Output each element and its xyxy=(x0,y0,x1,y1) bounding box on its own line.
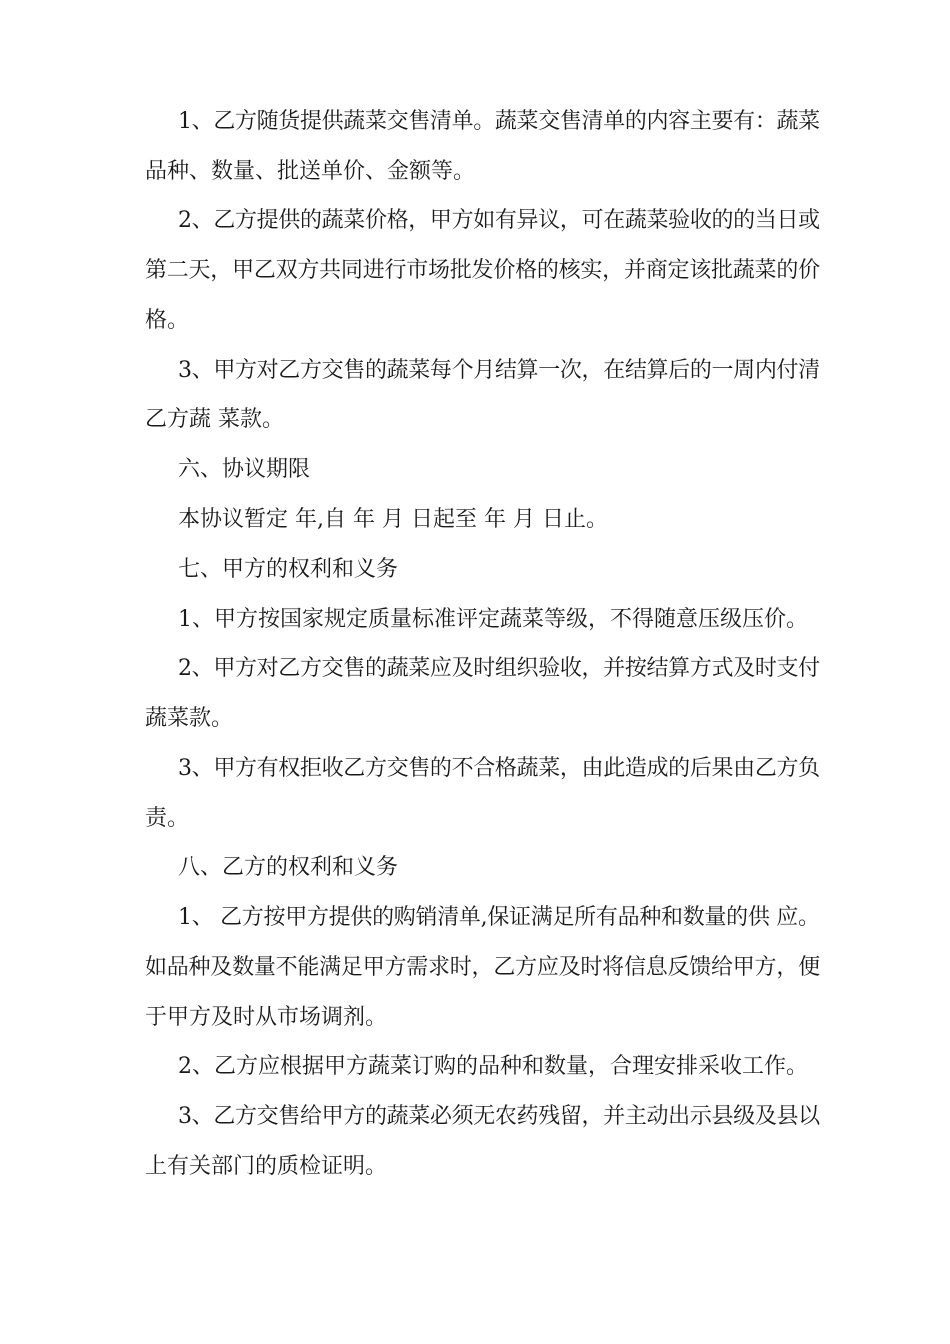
text-line: 责。 xyxy=(145,806,190,831)
text-line: 如品种及数量不能满足甲方需求时，乙方应及时将信息反馈给甲方，便 xyxy=(145,955,820,980)
text-line: 上有关部门的质检证明。 xyxy=(145,1154,388,1179)
text-line: 乙方蔬 菜款。 xyxy=(145,407,284,432)
text-line: 品种、数量、批送单价、金额等。 xyxy=(145,159,476,184)
text-line: 第二天，甲乙双方共同进行市场批发价格的核实，并商定该批蔬菜的价 xyxy=(145,258,820,283)
text-line: 本协议暂定 年,自 年 月 日起至 年 月 日止。 xyxy=(178,507,608,532)
text-line: 1、甲方按国家规定质量标准评定蔬菜等级，不得随意压级压价。 xyxy=(178,607,808,632)
text-line: 格。 xyxy=(145,308,190,333)
text-line: 2、乙方应根据甲方蔬菜订购的品种和数量，合理安排采收工作。 xyxy=(178,1054,808,1079)
text-line: 1、乙方随货提供蔬菜交售清单。蔬菜交售清单的内容主要有：蔬菜 xyxy=(178,109,820,134)
text-line: 1、 乙方按甲方提供的购销清单,保证满足所有品种和数量的供 应。 xyxy=(178,905,820,930)
text-line: 蔬菜款。 xyxy=(145,706,234,731)
text-line: 2、乙方提供的蔬菜价格，甲方如有异议，可在蔬菜验收的的当日或 xyxy=(178,208,820,233)
text-line: 3、乙方交售给甲方的蔬菜必须无农药残留，并主动出示县级及县以 xyxy=(178,1104,820,1129)
text-line: 于甲方及时从市场调剂。 xyxy=(145,1005,388,1030)
section-heading: 八、乙方的权利和义务 xyxy=(178,855,399,880)
section-heading: 六、协议期限 xyxy=(178,457,311,482)
text-line: 2、甲方对乙方交售的蔬菜应及时组织验收，并按结算方式及时支付 xyxy=(178,656,820,681)
text-line: 3、甲方有权拒收乙方交售的不合格蔬菜，由此造成的后果由乙方负 xyxy=(178,756,820,781)
section-heading: 七、甲方的权利和义务 xyxy=(178,557,399,582)
text-line: 3、甲方对乙方交售的蔬菜每个月结算一次，在结算后的一周内付清 xyxy=(178,358,820,383)
